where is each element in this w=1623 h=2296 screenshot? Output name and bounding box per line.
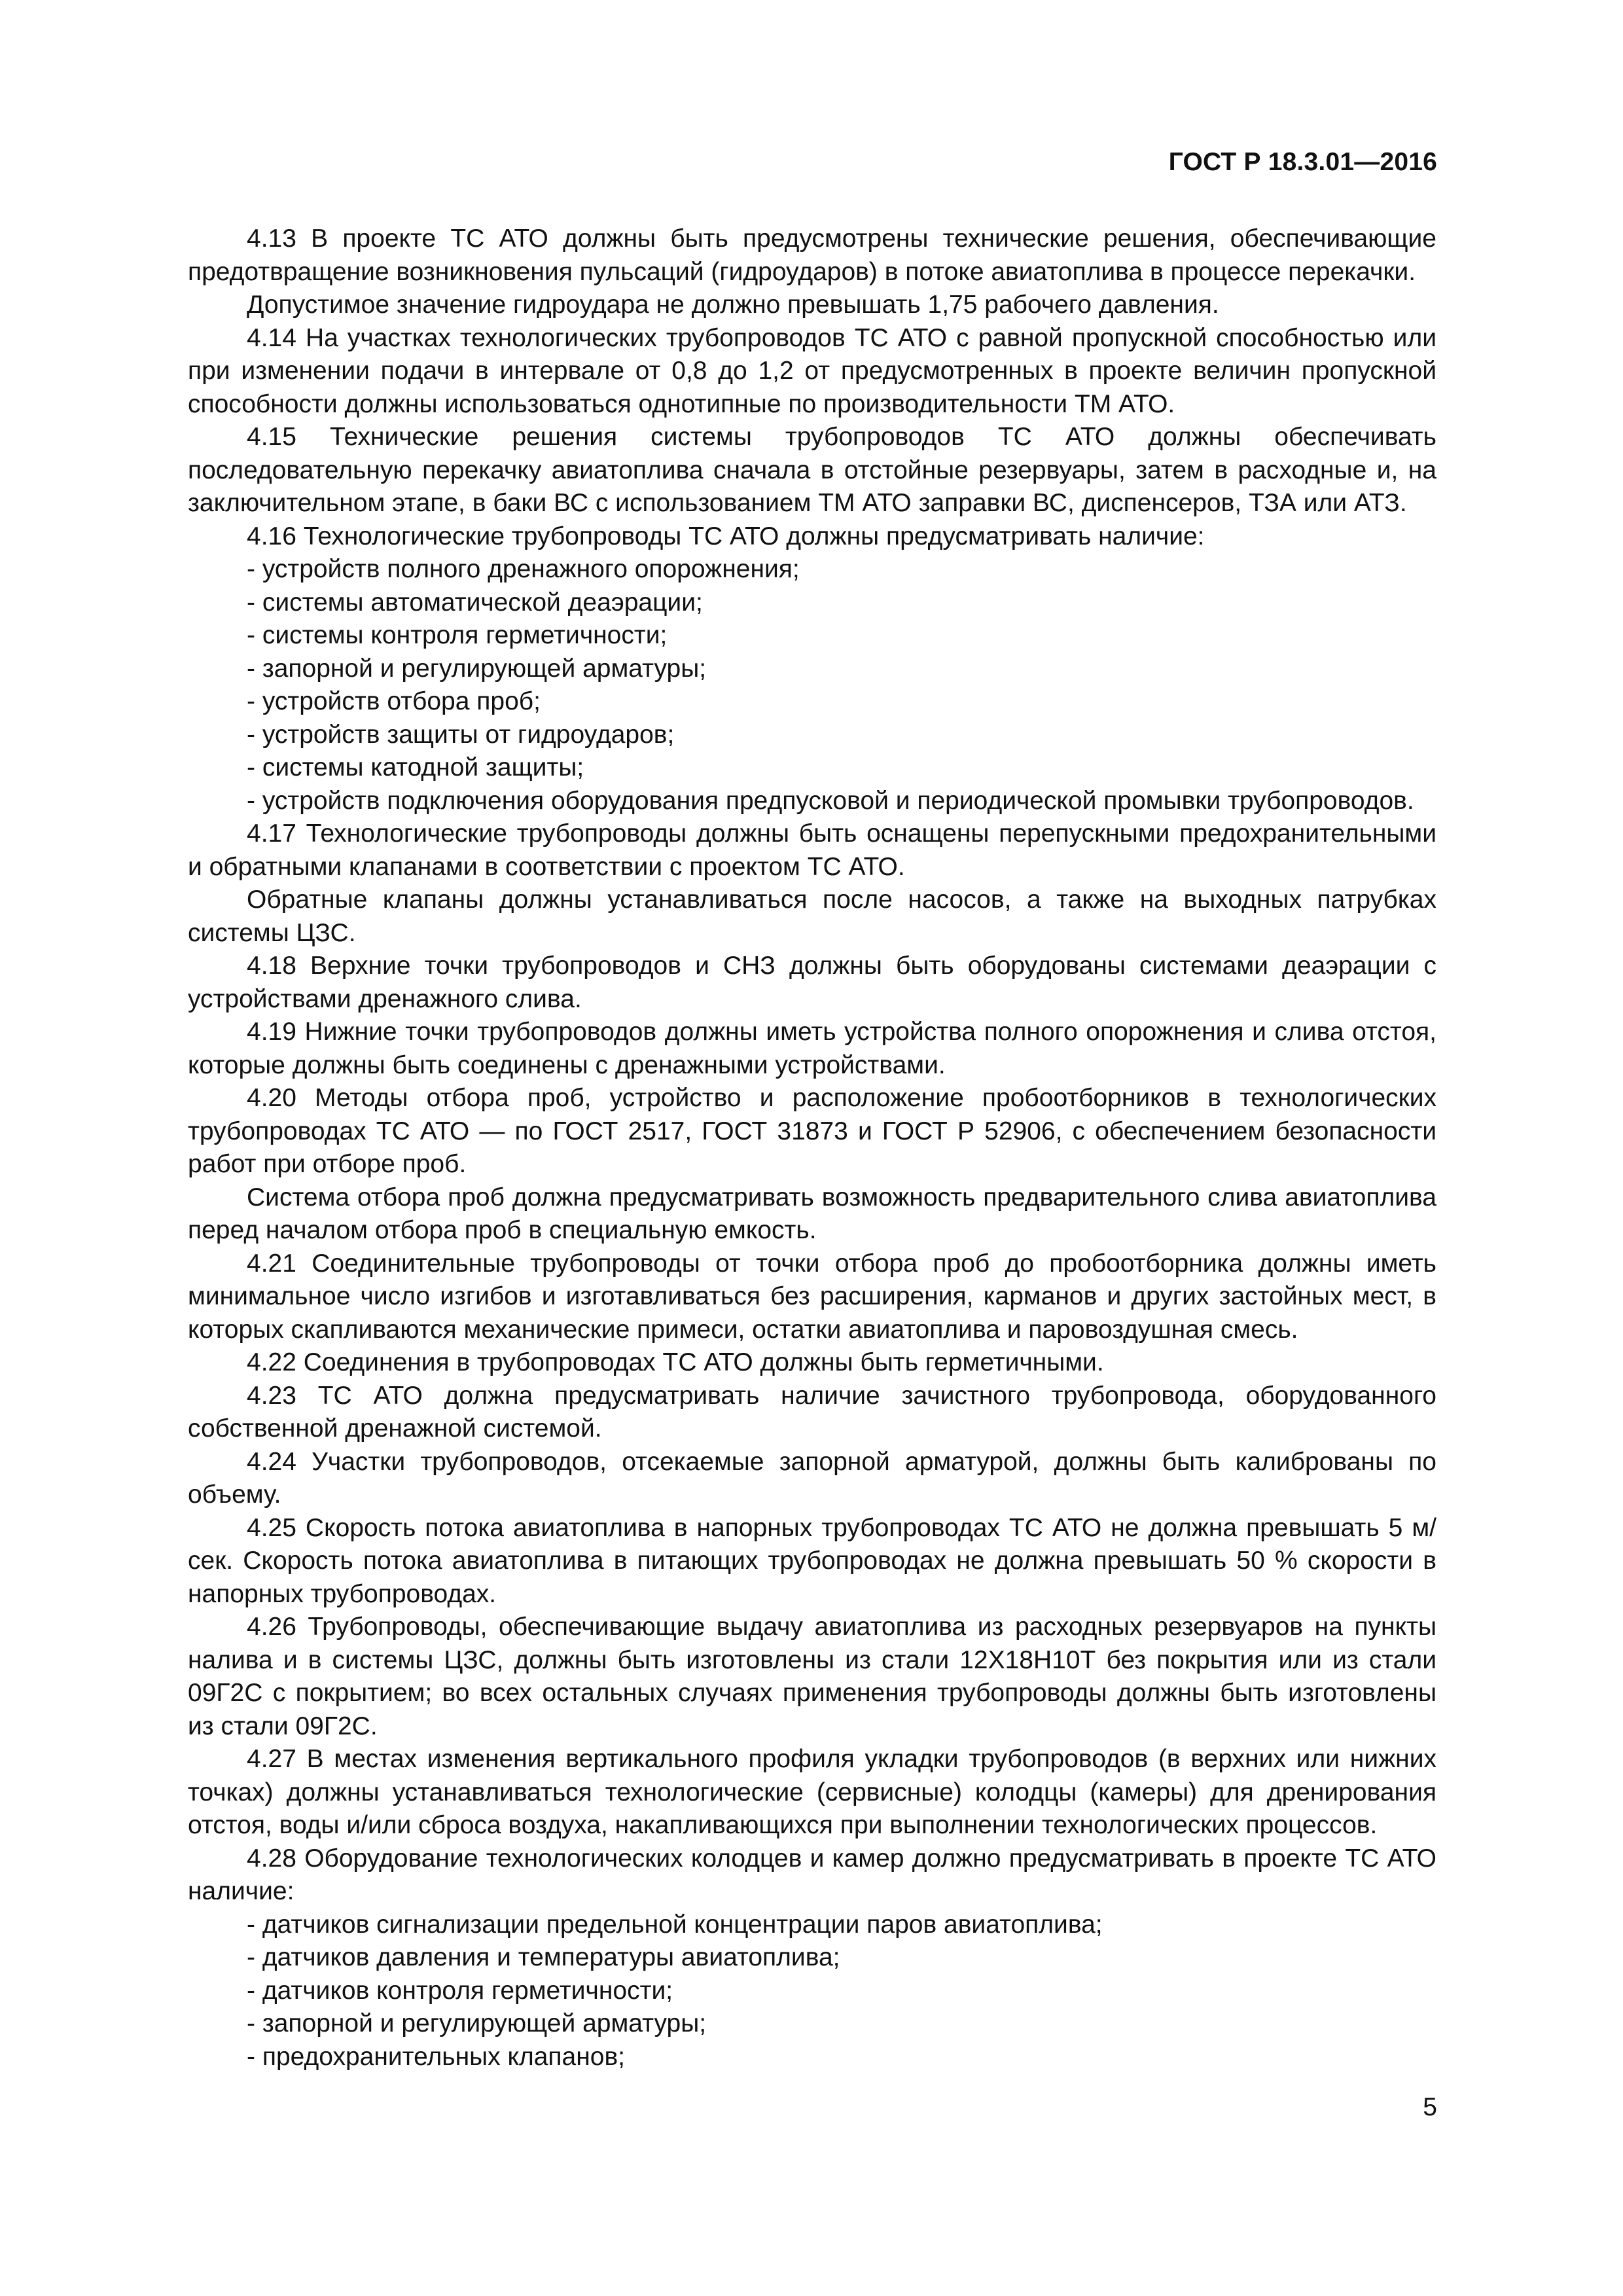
paragraph: Обратные клапаны должны устанавливаться после насосов, а также на выходных патрубках системы ЦЗС. (188, 886, 1436, 947)
paragraph-4-14: 4.14 На участках технологических трубопроводов ТС АТО с равной пропускной способностью или при изменении подачи в интервале от 0,8 до 1,2 от предусмотренных в проекте величин пропускной способности должны использоваться однотипные по производительности ТМ АТО. (188, 323, 1436, 418)
paragraph-4-15: 4.15 Технические решения системы трубопроводов ТС АТО должны обеспечивать последовательную перекачку авиатоплива сначала в отстойные резервуары, затем в расходные и, на заключительном этапе, в баки ВС с использованием ТМ АТО заправки ВС, диспенсеров, ТЗА или АТЗ. (188, 423, 1436, 517)
page-number: 5 (1423, 2093, 1437, 2121)
paragraph-4-19: 4.19 Нижние точки трубопроводов должны иметь устройства полного опорожнения и слива отстоя, которые должны быть соединены с дренажными устройствами. (188, 1018, 1436, 1079)
list-item: - предохранительных клапанов; (247, 2042, 626, 2071)
list-item: - устройств подключения оборудования предпусковой и периодической промывки трубопроводов. (247, 786, 1414, 815)
list-item: - устройств отбора проб; (247, 687, 541, 715)
paragraph-4-24: 4.24 Участки трубопроводов, отсекаемые запорной арматурой, должны быть калиброваны по объему. (188, 1447, 1436, 1509)
paragraph-4-27: 4.27 В местах изменения вертикального профиля укладки трубопроводов (в верхних или нижних точках) должны устанавливаться технологические (сервисные) колодцы (камеры) для дренирования отстоя, воды и/или сброса воздуха, накапливающихся при выполнении технологических процессов. (188, 1745, 1436, 1839)
paragraph-4-20: 4.20 Методы отбора проб, устройство и расположение пробоотборников в технологических трубопроводах ТС АТО — по ГОСТ 2517, ГОСТ 31873 и ГОСТ Р 52906, с обеспечением безопасности работ при отборе проб. (188, 1084, 1436, 1178)
list-item: - датчиков давления и температуры авиатоплива; (247, 1943, 840, 1971)
document-body (188, 223, 1436, 2073)
paragraph-4-21: 4.21 Соединительные трубопроводы от точки отбора проб до пробоотборника должны иметь минимальное число изгибов и изготавливаться без расширения, карманов и других застойных мест, в которых скапливаются механические примеси, остатки авиатоплива и паровоздушная смесь. (188, 1249, 1436, 1344)
list-item: - системы контроля герметичности; (247, 621, 668, 649)
list-item: - датчиков сигнализации предельной концентрации паров авиатоплива; (247, 1910, 1103, 1939)
list-item: - устройств защиты от гидроударов; (247, 720, 675, 749)
list-item: - системы автоматической деаэрации; (247, 588, 703, 617)
paragraph-4-26: 4.26 Трубопроводы, обеспечивающие выдачу авиатоплива из расходных резервуаров на пункты налива и в системы ЦЗС, должны быть изготовлены из стали 12Х18Н10Т без покрытия или из стали 09Г2С с покрытием; во всех остальных случаях применения трубопроводы должны быть изготовлены из стали 09Г2С. (188, 1613, 1436, 1740)
paragraph-4-17: 4.17 Технологические трубопроводы должны быть оснащены перепускными предохранительными и обратными клапанами в соответствии с проектом ТС АТО. (188, 819, 1436, 881)
paragraph-4-22: 4.22 Соединения в трубопроводах ТС АТО должны быть герметичными. (247, 1348, 1104, 1376)
list-item: - устройств полного дренажного опорожнения; (247, 555, 800, 583)
paragraph-4-13: 4.13 В проекте ТС АТО должны быть предусмотрены технические решения, обеспечивающие предотвращение возникновения пульсаций (гидроударов) в потоке авиатоплива в процессе перекачки. (188, 224, 1436, 286)
paragraph-4-28: 4.28 Оборудование технологических колодцев и камер должно предусматривать в проекте ТС АТО наличие: (188, 1844, 1436, 1905)
list-item: - системы катодной защиты; (247, 753, 584, 781)
list-item: - датчиков контроля герметичности; (247, 1976, 673, 2005)
paragraph: Допустимое значение гидроудара не должно превышать 1,75 рабочего давления. (247, 291, 1219, 319)
paragraph-4-18: 4.18 Верхние точки трубопроводов и СНЗ должны быть оборудованы системами деаэрации с устройствами дренажного слива. (188, 952, 1436, 1013)
document-code-header: ГОСТ Р 18.3.01—2016 (1168, 148, 1437, 176)
list-item: - запорной и регулирующей арматуры; (247, 654, 707, 683)
paragraph-4-25: 4.25 Скорость потока авиатоплива в напорных трубопроводах ТС АТО не должна превышать 5 м/сек. Скорость потока авиатоплива в питающих трубопроводах не должна превышать 50 % скорости в напорных трубопроводах. (188, 1513, 1436, 1608)
list-item: - запорной и регулирующей арматуры; (247, 2009, 707, 2037)
paragraph: Система отбора проб должна предусматривать возможность предварительного слива авиатоплива перед началом отбора проб в специальную емкость. (188, 1183, 1436, 1244)
paragraph-4-16: 4.16 Технологические трубопроводы ТС АТО должны предусматривать наличие: (247, 522, 1205, 550)
paragraph-4-23: 4.23 ТС АТО должна предусматривать наличие зачистного трубопровода, оборудованного собственной дренажной системой. (188, 1381, 1436, 1443)
